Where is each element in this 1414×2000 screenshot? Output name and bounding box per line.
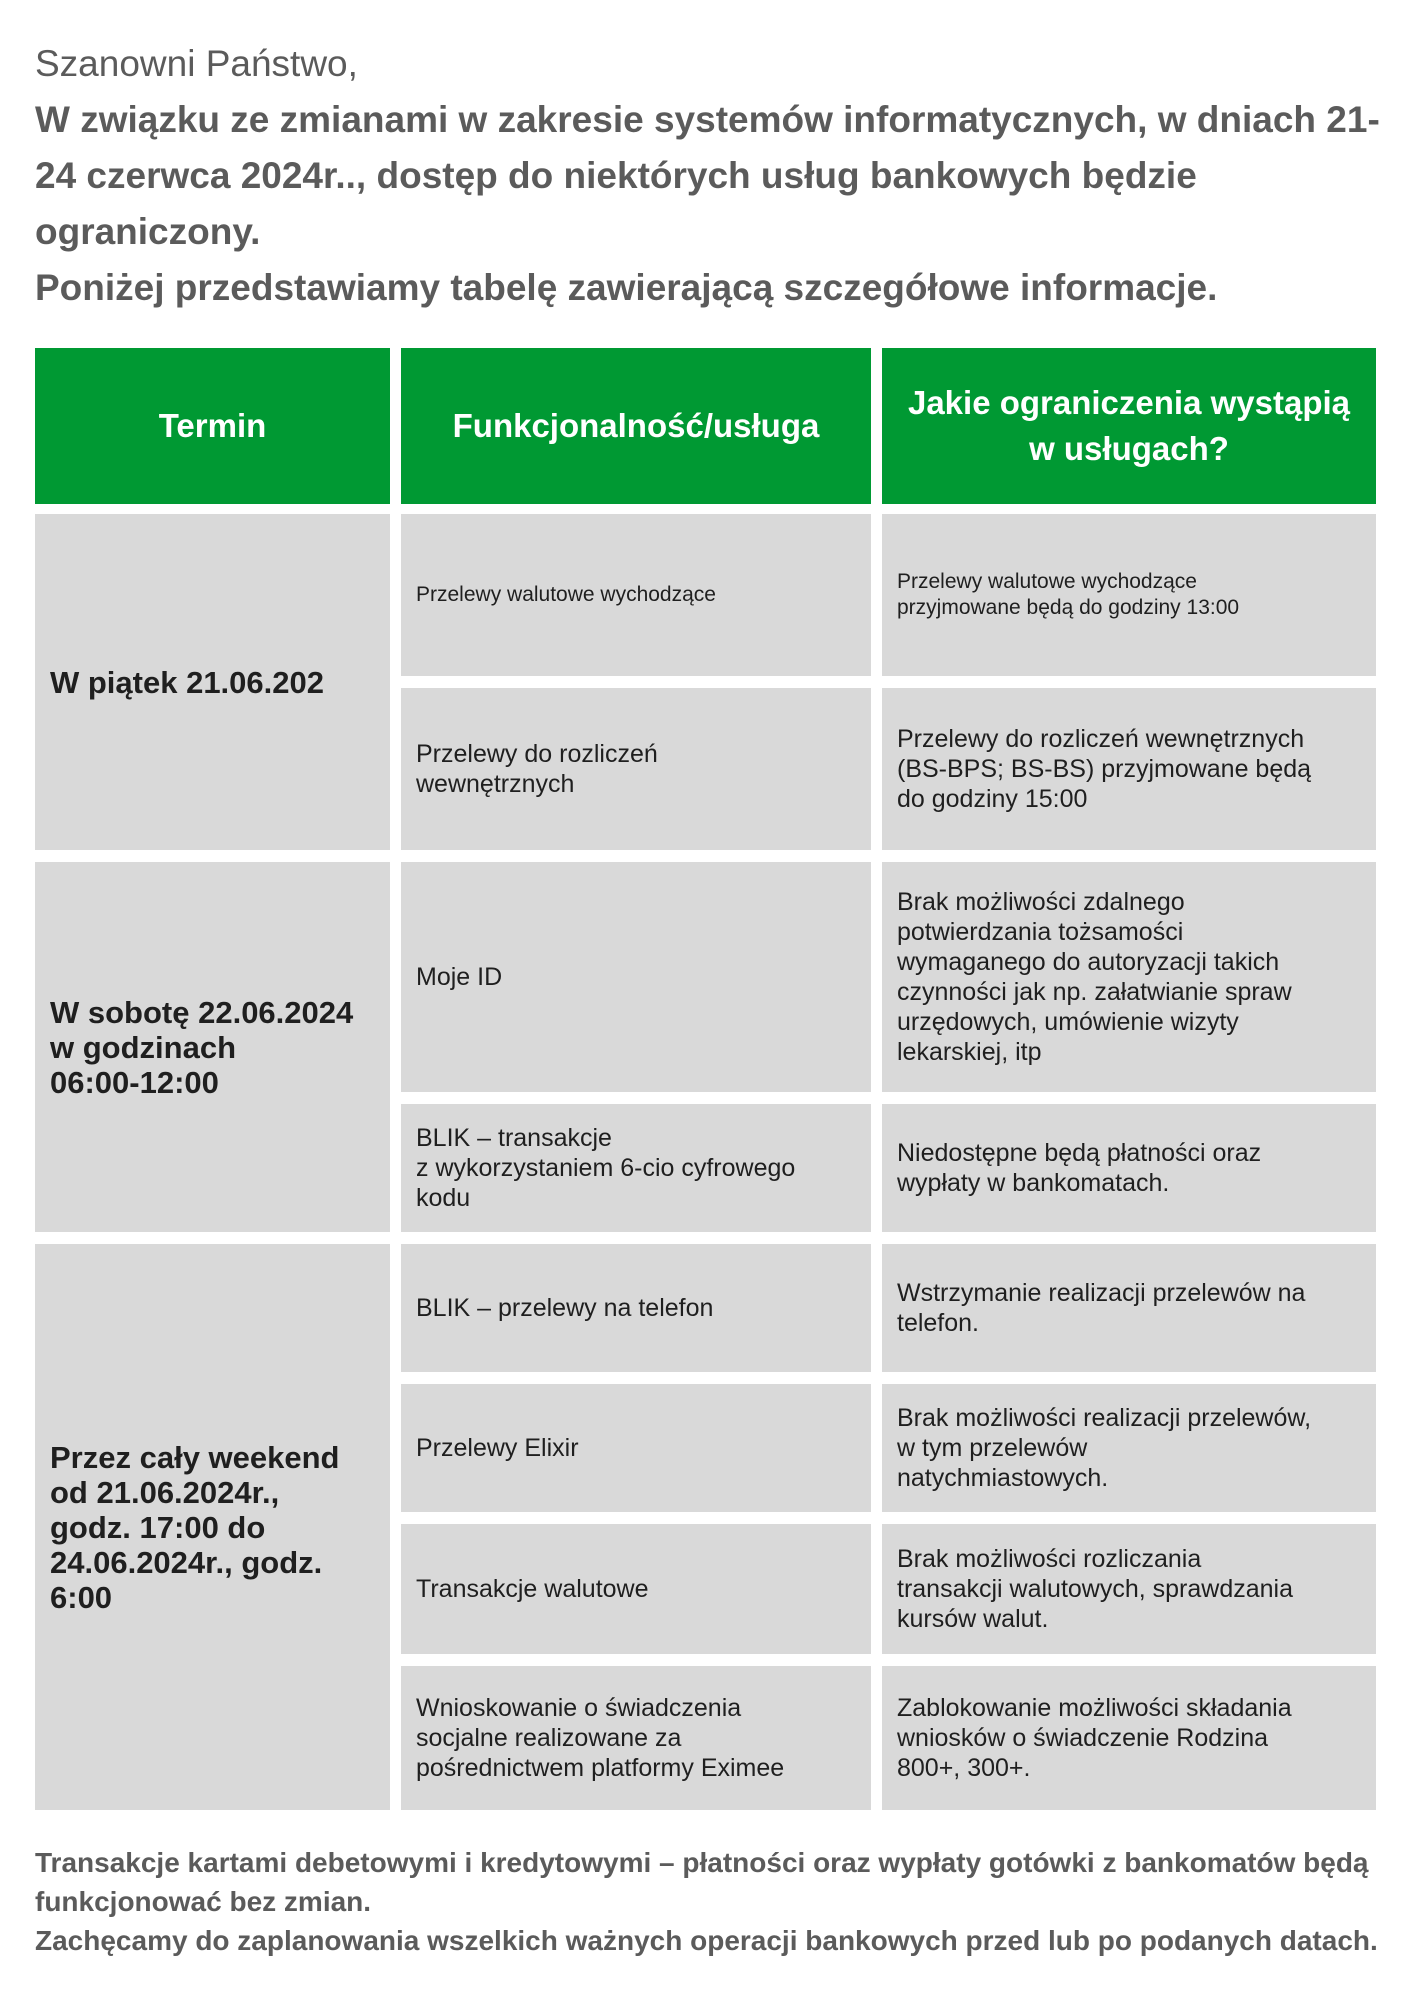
intro-paragraph: W związku ze zmianami w zakresie systemów informatycznych, w dniach 21-24 czerwca 2024r.., dostęp do niektórych usług bankowych będzie ograniczony. [35, 99, 1380, 252]
restriction-cell: Brak możliwości realizacji przelewów, w tym przelewów natychmiastowych. [882, 1384, 1376, 1512]
restriction-cell: Przelewy do rozliczeń wewnętrznych (BS-BPS; BS-BS) przyjmowane będą do godziny 15:00 [882, 688, 1376, 850]
service-cell: Moje ID [401, 862, 871, 1092]
service-cell: Transakcje walutowe [401, 1524, 871, 1654]
service-cell: BLIK – przelewy na telefon [401, 1244, 871, 1372]
footer-notes [35, 1843, 1395, 1960]
intro-lead: Poniżej przedstawiamy tabelę zawierającą szczegółowe informacje. [35, 267, 1218, 308]
restriction-cell: Zablokowanie możliwości składania wniosków o świadczenie Rodzina 800+, 300+. [882, 1666, 1376, 1810]
footer-line-cards: Transakcje kartami debetowymi i kredytowymi – płatności oraz wypłaty gotówki z bankomatów będą funkcjonować bez zmian. [35, 1847, 1369, 1917]
term-cell-friday: W piątek 21.06.202 [35, 514, 390, 850]
service-cell: BLIK – transakcje z wykorzystaniem 6-cio cyfrowego kodu [401, 1104, 871, 1232]
service-cell: Przelewy do rozliczeń wewnętrznych [401, 688, 871, 850]
term-cell-weekend: Przez cały weekend od 21.06.2024r., godz. 17:00 do 24.06.2024r., godz. 6:00 [35, 1244, 390, 1810]
service-cell: Przelewy walutowe wychodzące [401, 514, 871, 676]
header-service: Funkcjonalność/usługa [401, 348, 871, 504]
header-term: Termin [35, 348, 390, 504]
header-restriction: Jakie ograniczenia wystąpią w usługach? [882, 348, 1376, 504]
intro-text [35, 36, 1385, 316]
service-cell: Wnioskowanie o świadczenia socjalne realizowane za pośrednictwem platformy Eximee [401, 1666, 871, 1810]
restriction-cell: Brak możliwości zdalnego potwierdzania tożsamości wymaganego do autoryzacji takich czynności jak np. załatwianie spraw urzędowych, umówienie wizyty lekarskiej, itp [882, 862, 1376, 1092]
greeting: Szanowni Państwo, [35, 43, 358, 84]
restriction-cell: Brak możliwości rozliczania transakcji walutowych, sprawdzania kursów walut. [882, 1524, 1376, 1654]
restriction-cell: Niedostępne będą płatności oraz wypłaty w bankomatach. [882, 1104, 1376, 1232]
service-cell: Przelewy Elixir [401, 1384, 871, 1512]
footer-line-advice: Zachęcamy do zaplanowania wszelkich ważnych operacji bankowych przed lub po podanych datach. [35, 1925, 1378, 1956]
restriction-cell: Przelewy walutowe wychodzące przyjmowane będą do godziny 13:00 [882, 514, 1376, 676]
term-cell-saturday: W sobotę 22.06.2024 w godzinach 06:00-12:00 [35, 862, 390, 1232]
restriction-cell: Wstrzymanie realizacji przelewów na telefon. [882, 1244, 1376, 1372]
